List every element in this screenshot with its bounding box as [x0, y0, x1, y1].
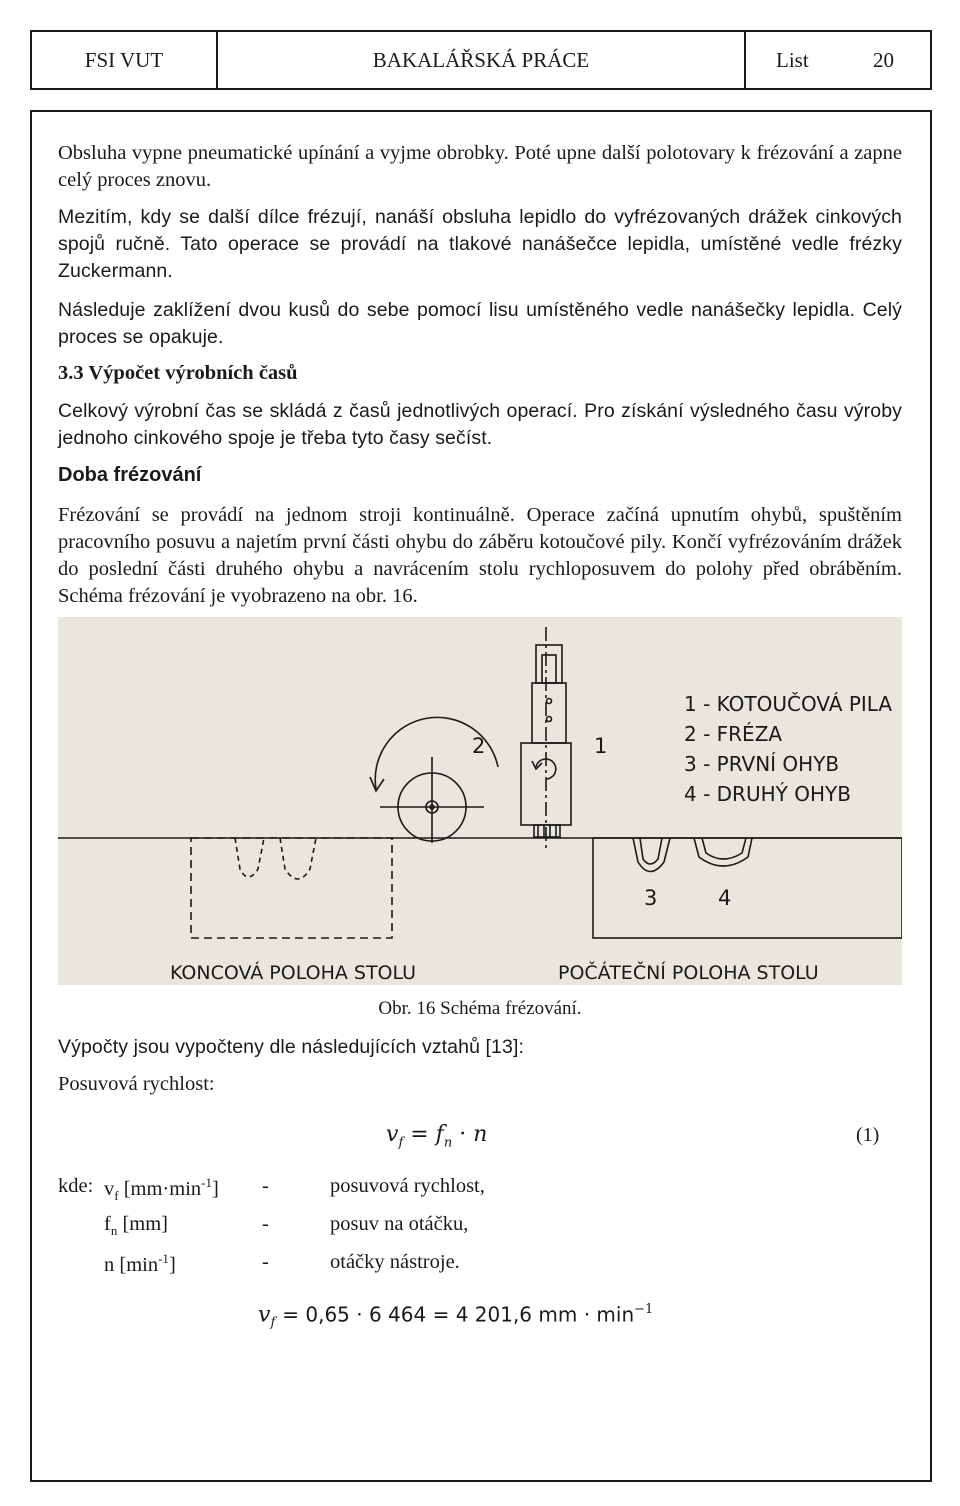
label-2: 2: [472, 734, 486, 758]
legend-row-dash: -: [262, 1175, 269, 1197]
formula-rhs-sub: n: [443, 1135, 453, 1151]
figure-caption: Obr. 16 Schéma frézování.: [378, 998, 582, 1019]
formula-lhs: v: [386, 1122, 399, 1147]
legend-row-symbol: n $[\min^{-1}]$: [104, 1251, 176, 1276]
section-heading: 3.3 Výpočet výrobních časů: [58, 362, 298, 384]
result-rhs: = 0,65 · 6 464 = 4 201,6 mm · min: [282, 1302, 635, 1327]
formula-lhs-sub: f: [398, 1135, 404, 1151]
legend-row-symbol: $f_n$ [mm]: [104, 1213, 168, 1239]
start-bend-second-inner: [702, 838, 746, 859]
legend-line-1: 1 - KOTOUČOVÁ PILA: [684, 692, 893, 716]
milling-schema-figure: [58, 617, 902, 985]
saw-rotation-arrowhead: [370, 777, 384, 791]
paragraph-6: Výpočty jsou vypočteny dle následujících vztahů [13]:: [58, 1036, 524, 1058]
result-equation: [258, 1302, 653, 1331]
header-list-label: List: [776, 47, 809, 72]
header-page: [746, 32, 930, 88]
legend-row-dash: -: [262, 1213, 269, 1235]
start-position-table: [593, 838, 902, 938]
milling-schema-drawing: [58, 617, 902, 985]
result-lhs: v: [258, 1302, 271, 1328]
legend-line-3: 3 - PRVNÍ OHYB: [684, 752, 840, 776]
formula-tail: · n: [459, 1122, 488, 1147]
paragraph-1: Obsluha vypne pneumatické upínání a vyjme obrobky. Poté upne další polotovary k frézování a zapne celý proces znovu.: [58, 142, 902, 191]
legend-row-dash: -: [262, 1251, 269, 1273]
legend-row-desc: posuv na otáčku,: [330, 1213, 469, 1235]
spindle-slot: [542, 655, 556, 683]
spindle-pin-1: [547, 699, 552, 704]
label-4: 4: [718, 886, 732, 910]
spindle-body: [532, 683, 566, 743]
paragraph-5: Frézování se provádí na jednom stroji kontinuálně. Operace začíná upnutím ohybů, spuštěním pracovního posuvu a najetím první části ohybu do záběru kotoučové pily. Končí vyfrézováním drážek do poslední části druhého ohybu a navrácením stolu rychloposuvem do polohy před obráběním. Schéma frézování je vyobrazeno na obr. 16.: [58, 504, 902, 607]
end-bend-first: [235, 838, 264, 877]
formula-rhs: = f: [410, 1122, 444, 1147]
end-bend-second: [280, 838, 316, 879]
result-exp: −1: [634, 1302, 654, 1317]
legend-row-symbol: $v_f$ $[mm\cdot\min^{-1}]$: [104, 1175, 219, 1203]
paragraph-7: Posuvová rychlost:: [58, 1073, 215, 1095]
subsection-heading: Doba frézování: [58, 464, 202, 486]
legend-line-2: 2 - FRÉZA: [684, 722, 783, 746]
start-bend-first-inner: [640, 838, 662, 864]
formula-feed-rate: [386, 1122, 487, 1150]
result-lhs-sub: f: [270, 1315, 276, 1331]
paragraph-2: Mezitím, kdy se další dílce frézují, nanáší obsluha lepidlo do vyfrézovaných drážek cinkových spojů ručně. Tato operace se provádí na tlakové nanášečce lepidla, umístěné vedle frézky Zuckermann.: [58, 206, 902, 282]
legend-row-desc: otáčky nástroje.: [330, 1251, 460, 1273]
header-institution: FSI VUT: [32, 32, 218, 88]
start-position-label: POČÁTEČNÍ POLOHA STOLU: [558, 962, 819, 984]
spindle-top: [536, 645, 562, 683]
spindle-pin-2: [547, 717, 552, 722]
header-title: BAKALÁŘSKÁ PRÁCE: [218, 32, 746, 88]
page-header: [30, 30, 932, 90]
header-page-number: 20: [873, 47, 894, 72]
legend-line-4: 4 - DRUHÝ OHYB: [684, 782, 851, 806]
label-1: 1: [594, 734, 608, 758]
equation-number: (1): [856, 1124, 880, 1146]
start-bend-first: [633, 838, 670, 872]
legend-row-desc: posuvová rychlost,: [330, 1175, 485, 1197]
label-3: 3: [644, 886, 658, 910]
end-position-label: KONCOVÁ POLOHA STOLU: [170, 962, 417, 984]
end-position-table: [191, 838, 392, 938]
paragraph-3: Následuje zaklížení dvou kusů do sebe pomocí lisu umístěného vedle nanášečky lepidla. Celý proces se opakuje.: [58, 299, 902, 348]
paragraph-4: Celkový výrobní čas se skládá z časů jednotlivých operací. Pro získání výsledného času výroby jednoho cinkového spoje je třeba tyto časy sečíst.: [58, 400, 902, 449]
legend-kde: kde:: [58, 1175, 94, 1197]
